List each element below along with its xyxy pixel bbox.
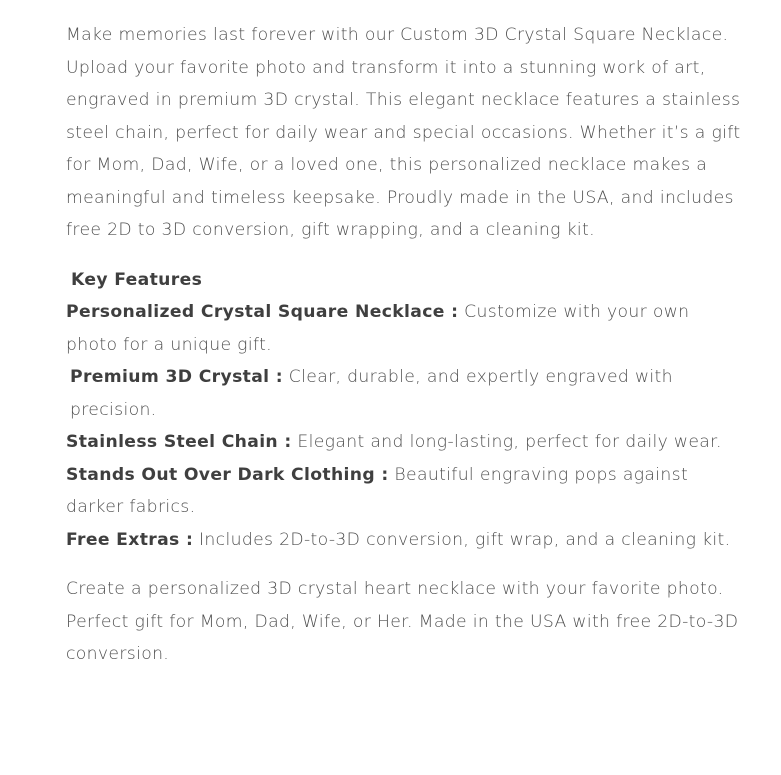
feature-text: Customize with your own photo for a unique gift. — [66, 302, 690, 355]
feature-text: Includes 2D-to-3D conversion, gift wrap, and a cleaning kit. — [199, 529, 731, 550]
intro-paragraph: Make memories last forever with our Custom 3D Crystal Square Necklace. Upload your favorite photo and transform it into a stunning work of art, engraved in premium 3D crystal. This elegant necklace features a stainless steel chain, perfect for daily wear and special occasions. Whether it’s a gift for Mom, Dad, Wife, or a loved one, this personalized necklace makes a meaningful and timeless keepsake. Proudly made in the USA, and includes free 2D to 3D conversion, gift wrapping, and a cleaning kit. — [66, 25, 741, 240]
feature-text: Beautiful engraving pops against darker fabrics. — [66, 464, 689, 517]
feature-title: Free Extras : — [66, 529, 194, 550]
feature-item-steel-chain — [66, 426, 742, 459]
feature-text: Clear, durable, and expertly engraved with precision. — [70, 367, 673, 420]
feature-item-free-extras — [66, 524, 742, 557]
feature-text: Elegant and long-lasting, perfect for daily wear. — [297, 432, 722, 452]
feature-title: Premium 3D Crystal : — [70, 367, 283, 387]
key-features-section — [66, 264, 742, 557]
feature-title: Stands Out Over Dark Clothing : — [66, 464, 389, 485]
feature-title: Personalized Crystal Square Necklace : — [66, 302, 459, 322]
product-description — [66, 19, 742, 671]
feature-item-personalized — [66, 296, 742, 361]
feature-item-dark-clothing — [66, 459, 742, 524]
key-features-heading: Key Features — [71, 269, 203, 290]
outro-paragraph: Create a personalized 3D crystal heart necklace with your favorite photo. Perfect gift for Mom, Dad, Wife, or Her. Made in the USA with free 2D-to-3D conversion. — [66, 579, 739, 664]
feature-title: Stainless Steel Chain : — [66, 432, 292, 452]
feature-item-premium-crystal — [66, 361, 742, 426]
